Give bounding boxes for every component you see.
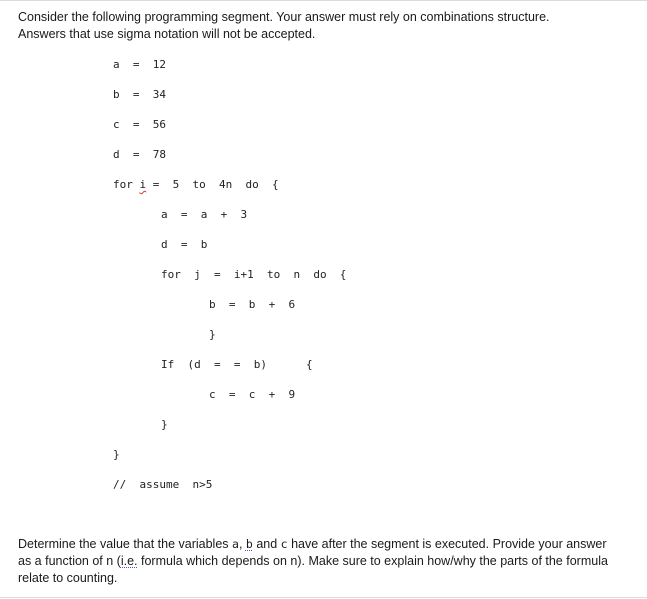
task-text-1: Determine the value that the variables: [18, 537, 233, 551]
code-update-a: a = a + 3: [161, 208, 248, 221]
code-update-c: c = c + 9: [209, 388, 296, 401]
code-if-condition: If (d = = b): [161, 358, 267, 371]
task-var-a: a: [232, 537, 239, 551]
code-inner-close: }: [209, 328, 216, 341]
intro-line-1: Consider the following programming segment. Your answer must rely on combinations structure.: [18, 10, 550, 24]
outer-for-variable: i: [139, 178, 147, 191]
code-c-init: c = 56: [113, 118, 166, 131]
question-intro: [18, 9, 618, 43]
code-d-init: d = 78: [113, 148, 166, 161]
question-task: [18, 536, 623, 587]
code-update-b: b = b + 6: [209, 298, 296, 311]
top-divider: [0, 0, 647, 1]
code-outer-for: [113, 178, 279, 192]
task-text-5: formula which depends on n). Make sure to explain how/why the parts of the formula relate to counting.: [18, 554, 608, 585]
code-b-init: b = 34: [113, 88, 166, 101]
task-text-2: ,: [238, 537, 246, 551]
code-inner-for: for j = i+1 to n do {: [161, 268, 347, 281]
code-if-close: }: [161, 418, 168, 431]
outer-for-keyword: for: [113, 178, 140, 191]
code-assign-d: d = b: [161, 238, 208, 251]
task-var-c: c: [280, 537, 288, 551]
code-comment: // assume n>5: [113, 478, 213, 491]
bottom-divider: [0, 597, 647, 598]
code-outer-close: }: [113, 448, 120, 461]
code-a-init: a = 12: [113, 58, 166, 71]
task-text-3: and: [252, 537, 281, 551]
task-var-b: b: [245, 537, 253, 551]
task-text-4: have after the segment is executed. Provide your answer as a function of n (: [18, 537, 607, 568]
code-if-brace: {: [306, 358, 313, 371]
intro-line-2: Answers that use sigma notation will not be accepted.: [18, 27, 316, 41]
task-ie-abbrev: i.e.: [120, 554, 138, 568]
outer-for-range: = 5 to 4n do {: [146, 178, 279, 191]
